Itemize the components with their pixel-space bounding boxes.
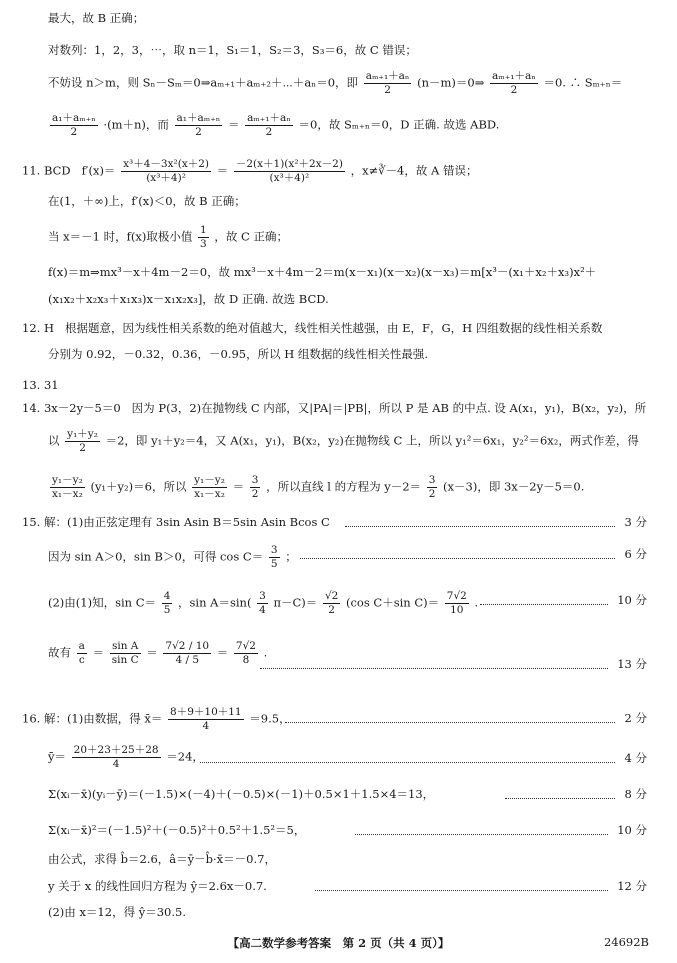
leader-dots bbox=[315, 890, 608, 891]
score-label: 4 分 bbox=[624, 751, 647, 765]
text-line: (x₁x₂＋x₂x₃＋x₁x₃)x－x₁x₂x₃]，故 D 正确. 故选 BCD. bbox=[48, 292, 329, 306]
fraction: $\frac{20+23+25+28}{4}$ bbox=[73, 744, 159, 770]
score-label: 2 分 bbox=[624, 711, 647, 725]
fraction: $\frac{7√2 / 10}{4 / 5}$ bbox=[165, 640, 210, 666]
text-line: $\frac{\text{y₁－y₂}}{\text{x₁－x₂}}$ (y₁＋y₂)＝6，所以 $\frac{\text{y₁－y₂}}{\text{x₁－x₂}}$ ＝ $\frac{3}{2}$ ，所以直线 l 的方程为 y－2＝ $\frac{3}{2}$ (x－3)，即 3x－2y－5＝0. bbox=[52, 474, 585, 500]
text-line: f(x)＝m⇒mx³－x＋4m－2＝0，故 mx³－x＋4m－2＝m(x－x₁)(x－x₂)(x－x₃)＝m[x³－(x₁＋x₂＋x₃)x²＋ bbox=[48, 265, 597, 279]
fraction: $\frac{\text{－2(x＋1)(x²＋2x－2)}}{\text{(x³＋4)²}}$ bbox=[235, 158, 343, 184]
fraction: $\frac{3}{4}$ bbox=[259, 590, 266, 616]
fraction: $\frac{a}{c}$ bbox=[78, 640, 85, 666]
text-line: 故有 $\frac{a}{c}$ ＝ $\frac{\text{sin A}}{\text{sin C}}$ ＝ $\frac{7√2 / 10}{4 / 5}$ ＝ $\frac{7√2}{8}$ . bbox=[48, 640, 268, 666]
text-line: (2)由 x＝12，得 ŷ＝30.5. bbox=[48, 905, 186, 919]
fraction: $\frac{\text{sin A}}{\text{sin C}}$ bbox=[111, 640, 139, 666]
text-line: y 关于 x 的线性回归方程为 ŷ＝2.6x－0.7. bbox=[48, 879, 267, 893]
text-line: Σ(xᵢ－x̄)²＝(－1.5)²＋(－0.5)²＋0.5²＋1.5²＝5， bbox=[48, 823, 306, 837]
fraction: $\frac{4}{5}$ bbox=[163, 590, 171, 616]
fraction: $\frac{3}{2}$ bbox=[251, 474, 259, 500]
score-label: 10 分 bbox=[617, 823, 647, 837]
question-14: 14. 3x－2y－5＝0 因为 P(3，2)在抛物线 C 内部，又|PA|＝|PB|，所以 P 是 AB 的中点. 设 A(x₁，y₁)，B(x₂，y₂)，所 bbox=[22, 401, 647, 415]
leader-dots bbox=[505, 798, 615, 799]
leader-dots bbox=[480, 604, 608, 605]
leader-dots bbox=[355, 834, 608, 835]
leader-dots bbox=[285, 722, 615, 723]
fraction: $\frac{1}{3}$ bbox=[199, 224, 207, 250]
fraction: $\frac{3}{5}$ bbox=[270, 544, 278, 570]
fraction: $\frac{\text{aₘ₊₁＋aₙ}}{2}$ bbox=[365, 70, 410, 96]
text-line: 对数列：1，2，3，⋯，取 n＝1，S₁＝1，S₂＝3，S₃＝6，故 C 错误； bbox=[48, 43, 417, 57]
fraction: $\frac{\text{aₘ₊₁＋aₙ}}{2}$ bbox=[492, 70, 536, 96]
question-12: 12. H 根据题意，因为线性相关系数的绝对值越大，线性相关性越强，由 E，F，G，H 四组数据的线性相关系数 bbox=[22, 321, 603, 335]
text-line: Σ(xᵢ－x̄)(yᵢ－ȳ)＝(－1.5)×(－4)＋(－0.5)×(－1)＋0.5×1＋1.5×4＝13， bbox=[48, 787, 435, 801]
fraction: $\frac{7√2}{8}$ bbox=[235, 640, 256, 666]
fraction: $\frac{\text{a₁＋aₘ₊ₙ}}{2}$ bbox=[52, 112, 96, 138]
text-line: 分别为 0.92，－0.32，0.36，－0.95，所以 H 组数据的线性相关性最强. bbox=[48, 347, 429, 361]
fraction: $\frac{\text{x³＋4－3x²(x＋2)}}{\text{(x³＋4)²}}$ bbox=[123, 158, 210, 184]
text-line: $\frac{\text{a₁＋aₘ₊ₙ}}{2}$ ·(m＋n)，而 $\frac{\text{a₁＋aₘ₊ₙ}}{2}$ ＝ $\frac{\text{aₘ₊₁＋aₙ}}{2}$ ＝0，故 Sₘ₊ₙ＝0，D 正确. 故选 ABD. bbox=[52, 112, 500, 138]
fraction: $\frac{3}{2}$ bbox=[428, 474, 436, 500]
fraction: $\frac{\text{y₁＋y₂}}{2}$ bbox=[67, 428, 98, 454]
score-label: 10 分 bbox=[617, 593, 647, 607]
text-line: 因为 sin A＞0，sin B＞0，可得 cos C＝ $\frac{3}{5}$ ； bbox=[48, 544, 297, 570]
score-label: 12 分 bbox=[617, 879, 647, 893]
text-line: 不妨设 n＞m，则 Sₙ－Sₘ＝0⇒aₘ₊₁＋aₘ₊₂＋⋯＋aₙ＝0，即 $\frac{\text{aₘ₊₁＋aₙ}}{2}$ (n－m)＝0⇒ $\frac{\text{aₘ₊₁＋aₙ}}{2}$ ＝0. ∴ Sₘ₊ₙ＝ bbox=[48, 70, 623, 96]
score-label: 3 分 bbox=[624, 515, 647, 529]
fraction: $\frac{\text{y₁－y₂}}{\text{x₁－x₂}}$ bbox=[194, 474, 225, 500]
fraction: $\frac{7√2}{10}$ bbox=[446, 590, 467, 616]
page-footer: 【高二数学参考答案 第 2 页（共 4 页）】 bbox=[227, 936, 450, 950]
fraction: $\frac{√2}{2}$ bbox=[324, 590, 339, 616]
fraction: $\frac{\text{y₁－y₂}}{\text{x₁－x₂}}$ bbox=[52, 474, 83, 500]
question-16: 16. 解：(1)由数据，得 x̄＝ $\frac{8+9+10+11}{4}$ ＝9.5， bbox=[22, 706, 291, 732]
leader-dots bbox=[260, 668, 608, 669]
text-line: (2)由(1)知，sin C＝ $\frac{4}{5}$ ，sin A＝sin( $\frac{3}{4}$ π－C)＝ $\frac{√2}{2}$ (cos C＋sin C)＝ $\frac{7√2}{10}$ . bbox=[48, 590, 479, 616]
fraction: $\frac{\text{aₘ₊₁＋aₙ}}{2}$ bbox=[247, 112, 291, 138]
text-line: 以 $\frac{\text{y₁＋y₂}}{2}$ ＝2，即 y₁＋y₂＝4，又 A(x₁，y₁)，B(x₂，y₂)在抛物线 C 上，所以 y₁²＝6x₁，y₂²＝6x₂，两式作差，得 bbox=[48, 428, 639, 454]
text-line: ȳ＝ $\frac{20+23+25+28}{4}$ ＝24， bbox=[48, 744, 204, 770]
score-label: 8 分 bbox=[624, 787, 647, 801]
score-label: 6 分 bbox=[624, 547, 647, 561]
score-label: 13 分 bbox=[617, 657, 647, 671]
text-line: 由公式，求得 b̂＝2.6，â＝ȳ－b̂·x̄＝－0.7， bbox=[48, 852, 276, 866]
text-line: 在(1，＋∞)上，f′(x)＜0，故 B 正确； bbox=[48, 194, 246, 208]
question-13: 13. 31 bbox=[22, 378, 59, 392]
fraction: $\frac{8+9+10+11}{4}$ bbox=[170, 706, 242, 732]
document-code: 24692B bbox=[603, 935, 649, 949]
leader-dots bbox=[200, 762, 615, 763]
fraction: $\frac{\text{a₁＋aₘ₊ₙ}}{2}$ bbox=[176, 112, 221, 138]
question-15: 15. 解：(1)由正弦定理有 3sin Asin B＝5sin Asin Bcos C bbox=[22, 515, 330, 529]
leader-dots bbox=[345, 526, 615, 527]
leader-dots bbox=[300, 558, 615, 559]
question-11: 11. BCD f′(x)＝ $\frac{\text{x³＋4－3x²(x＋2)}}{\text{(x³＋4)²}}$ ＝ $\frac{\text{－2(x＋1)(x²＋2x－2)}}{\text{(x³＋4)²}}$ ，x≠∛－4，故 A 错误； bbox=[22, 158, 478, 184]
text-line: 当 x＝－1 时，f(x)取极小值 $\frac{1}{3}$ ，故 C 正确； bbox=[48, 224, 288, 250]
text-line: 最大，故 B 正确； bbox=[48, 11, 145, 25]
